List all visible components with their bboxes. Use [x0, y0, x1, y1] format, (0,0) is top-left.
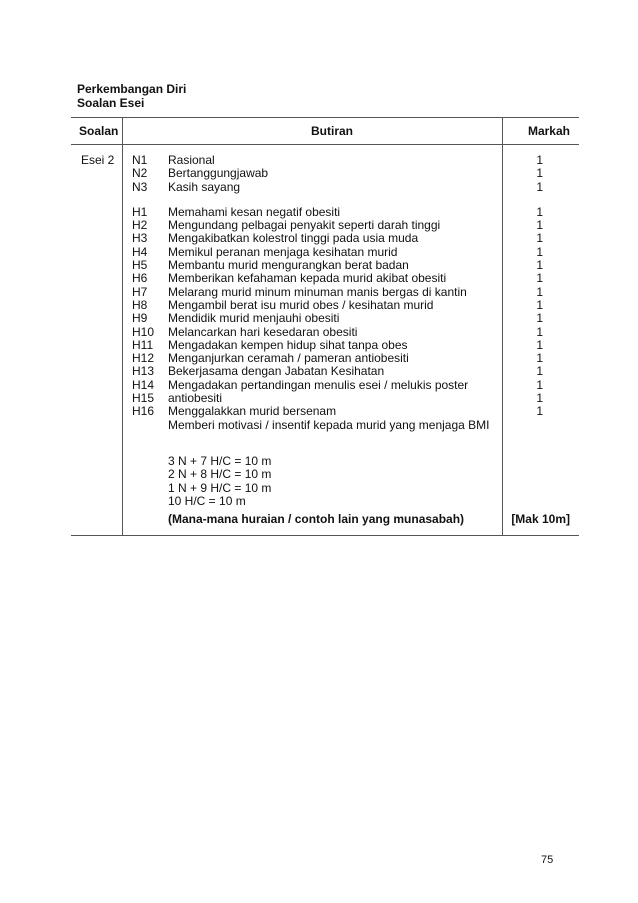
item-text: Mengambil berat isu murid obes / kesihatan murid: [168, 297, 434, 312]
item-text: Mengadakan kempen hidup sihat tanpa obes: [168, 337, 408, 352]
col-divider-1: [122, 145, 123, 535]
mark-cell: 1: [536, 179, 543, 194]
code-cell: H4: [132, 244, 148, 259]
mark-cell: 1: [536, 284, 543, 299]
code-cell: H11: [132, 337, 154, 352]
max-mark: [Mak 10m]: [511, 512, 570, 526]
mark-formulas: [168, 455, 271, 508]
mark-cell: 1: [536, 377, 543, 392]
mark-cell: 1: [536, 297, 543, 312]
mark-cell: 1: [536, 218, 543, 233]
mark-cell: 1: [536, 271, 543, 286]
mark-cell: 1: [536, 231, 543, 246]
item-text: Menggalakkan murid bersenam: [168, 404, 337, 419]
code-cell: H5: [132, 258, 148, 273]
item-text: Bertanggungjawab: [168, 166, 269, 181]
answer-note: (Mana-mana huraian / contoh lain yang munasabah): [168, 512, 465, 526]
question-label: Esei 2: [81, 153, 115, 167]
code-cell: H15: [132, 391, 155, 406]
mark-cell: 1: [536, 258, 543, 273]
mark-cell: 1: [536, 166, 543, 181]
formula-line: 2 N + 8 H/C = 10 m: [168, 467, 272, 482]
mark-cell: 1: [536, 351, 543, 366]
item-text: Memberikan kefahaman kepada murid akibat obesiti: [168, 271, 447, 286]
item-text: antiobesiti: [168, 391, 223, 406]
mark-cell: 1: [536, 204, 543, 219]
code-cell: N2: [132, 166, 148, 181]
item-text: Mengakibatkan kolestrol tinggi pada usia muda: [168, 231, 419, 246]
mark-cell: 1: [536, 311, 543, 326]
code-cell: H6: [132, 271, 148, 286]
col-divider-1-header: [122, 117, 123, 144]
item-text: Membantu murid mengurangkan berat badan: [168, 258, 409, 273]
item-text: Memahami kesan negatif obesiti: [168, 204, 341, 219]
code-cell: N3: [132, 179, 148, 194]
mark-cell: 1: [536, 324, 543, 339]
code-cell: H10: [132, 324, 155, 339]
mark-cell: 1: [536, 391, 543, 406]
item-column: [168, 154, 489, 432]
item-text: Kasih sayang: [168, 179, 241, 194]
formula-line: 1 N + 9 H/C = 10 m: [168, 480, 272, 495]
mark-cell: 1: [536, 364, 543, 379]
code-cell: H9: [132, 311, 148, 326]
table-bottom-border: [71, 535, 579, 536]
page-number: 75: [541, 854, 554, 866]
mark-column: [536, 154, 543, 419]
code-cell: H8: [132, 297, 148, 312]
item-text: Mengundang pelbagai penyakit seperti darah tinggi: [168, 218, 441, 233]
mark-cell: 1: [536, 337, 543, 352]
code-cell: H14: [132, 377, 155, 392]
code-cell: H16: [132, 404, 155, 419]
marking-table: [71, 117, 579, 536]
mark-cell: 1: [536, 153, 543, 167]
item-text: Memikul peranan menjaga kesihatan murid: [168, 244, 398, 259]
col-divider-2-header: [502, 117, 503, 144]
formula-line: 3 N + 7 H/C = 10 m: [168, 454, 272, 468]
header-markah: Markah: [527, 124, 570, 138]
item-text: Melancarkan hari kesedaran obesiti: [168, 324, 358, 339]
item-text: Menganjurkan ceramah / pameran antiobesiti: [168, 351, 409, 366]
mark-cell: 1: [536, 404, 543, 419]
code-column: [132, 154, 154, 419]
code-cell: H7: [132, 284, 148, 299]
col-divider-2: [502, 145, 503, 535]
section-heading: Soalan Esei: [77, 96, 145, 110]
item-text: Rasional: [168, 153, 215, 167]
header-soalan: Soalan: [79, 124, 119, 138]
subject-heading: Perkembangan Diri: [77, 82, 187, 96]
item-text: Bekerjasama dengan Jabatan Kesihatan: [168, 364, 385, 379]
item-text-extra: Memberi motivasi / insentif kepada murid yang menjaga BMI: [168, 417, 490, 432]
code-cell: H3: [132, 231, 148, 246]
code-cell: H13: [132, 364, 155, 379]
code-cell: H2: [132, 218, 148, 233]
item-text: Mengadakan pertandingan menulis esei / melukis poster: [168, 377, 469, 392]
mark-cell: 1: [536, 244, 543, 259]
code-cell: H12: [132, 351, 155, 366]
code-cell: H1: [132, 204, 148, 219]
code-cell: N1: [132, 153, 148, 167]
item-text: Melarang murid minum minuman manis bergas di kantin: [168, 284, 467, 299]
header-butiran: Butiran: [311, 124, 353, 138]
item-text: Mendidik murid menjauhi obesiti: [168, 311, 340, 326]
formula-line: 10 H/C = 10 m: [168, 493, 246, 508]
